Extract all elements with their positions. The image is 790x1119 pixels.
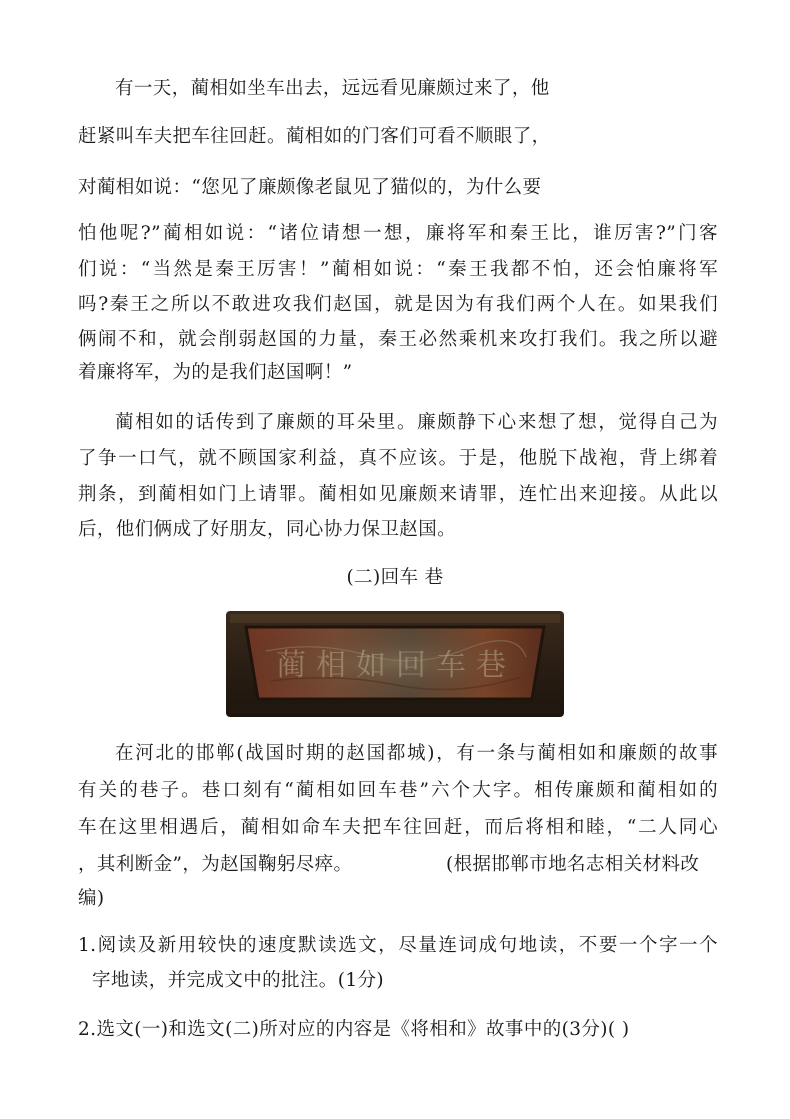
paragraph-line: 对蔺相如说：“您见了廉颇像老鼠见了猫似的，为什么要: [78, 177, 542, 198]
question-1: 1.阅读及新用较快的速度默读选文，尽量连词成句地读，不要一个字一个: [78, 935, 718, 956]
paragraph-line: 着廉将军，为的是我们赵国啊！”: [78, 362, 353, 383]
source-note: (根据邯郸市地名志相关材料改: [446, 854, 700, 875]
paragraph-line: ，其利断金”，为赵国鞠躬尽瘁。: [78, 854, 353, 875]
paragraph-line: 有关的巷子。巷口刻有“蔺相如回车巷”六个大字。相传廉颇和蔺相如的: [78, 780, 718, 801]
paragraph-line: 有一天，蔺相如坐车出去，远远看见廉颇过来了，他: [115, 78, 550, 99]
plaque-image: [226, 611, 564, 717]
plaque-photo: [226, 611, 564, 717]
question-2: 2.选文(一)和选文(二)所对应的内容是《将相和》故事中的(3分)( ): [78, 1019, 630, 1040]
section-title: (二)回车 巷: [346, 567, 444, 588]
paragraph-line: 怕他呢?”蔺相如说：“诸位请想一想，廉将军和秦王比，谁厉害?”门客: [78, 223, 718, 244]
paragraph-line: 们说：“当然是秦王厉害！”蔺相如说：“秦王我都不怕，还会怕廉将军: [78, 259, 718, 280]
paragraph-line: 在河北的邯郸(战国时期的赵国都城)，有一条与蔺相如和廉颇的故事: [115, 743, 718, 764]
paragraph-line: 吗?秦王之所以不敢进攻我们赵国，就是因为有我们两个人在。如果我们: [78, 294, 718, 315]
paragraph-line: 车在这里相遇后，蔺相如命车夫把车往回赶，而后将相和睦，“二人同心: [78, 817, 718, 838]
paragraph-line: 赶紧叫车夫把车往回赶。蔺相如的门客们可看不顺眼了，: [78, 126, 551, 147]
paragraph-line: 后，他们俩成了好朋友，同心协力保卫赵国。: [78, 519, 457, 540]
question-1-cont: 字地读，并完成文中的批注。(1分): [92, 970, 385, 991]
paragraph-line: 俩闹不和，就会削弱赵国的力量，秦王必然乘机来攻打我们。我之所以避: [78, 329, 718, 350]
paragraph-line: 了争一口气，就不顾国家利益，真不应该。于是，他脱下战袍，背上绑着: [78, 448, 718, 469]
plaque-inscription: 蔺相如回车巷: [276, 648, 516, 683]
source-note-end: 编): [78, 888, 105, 909]
paragraph-line: 蔺相如的话传到了廉颇的耳朵里。廉颇静下心来想了想，觉得自己为: [115, 412, 718, 433]
paragraph-line: 荆条，到蔺相如门上请罪。蔺相如见廉颇来请罪，连忙出来迎接。从此以: [78, 484, 718, 505]
